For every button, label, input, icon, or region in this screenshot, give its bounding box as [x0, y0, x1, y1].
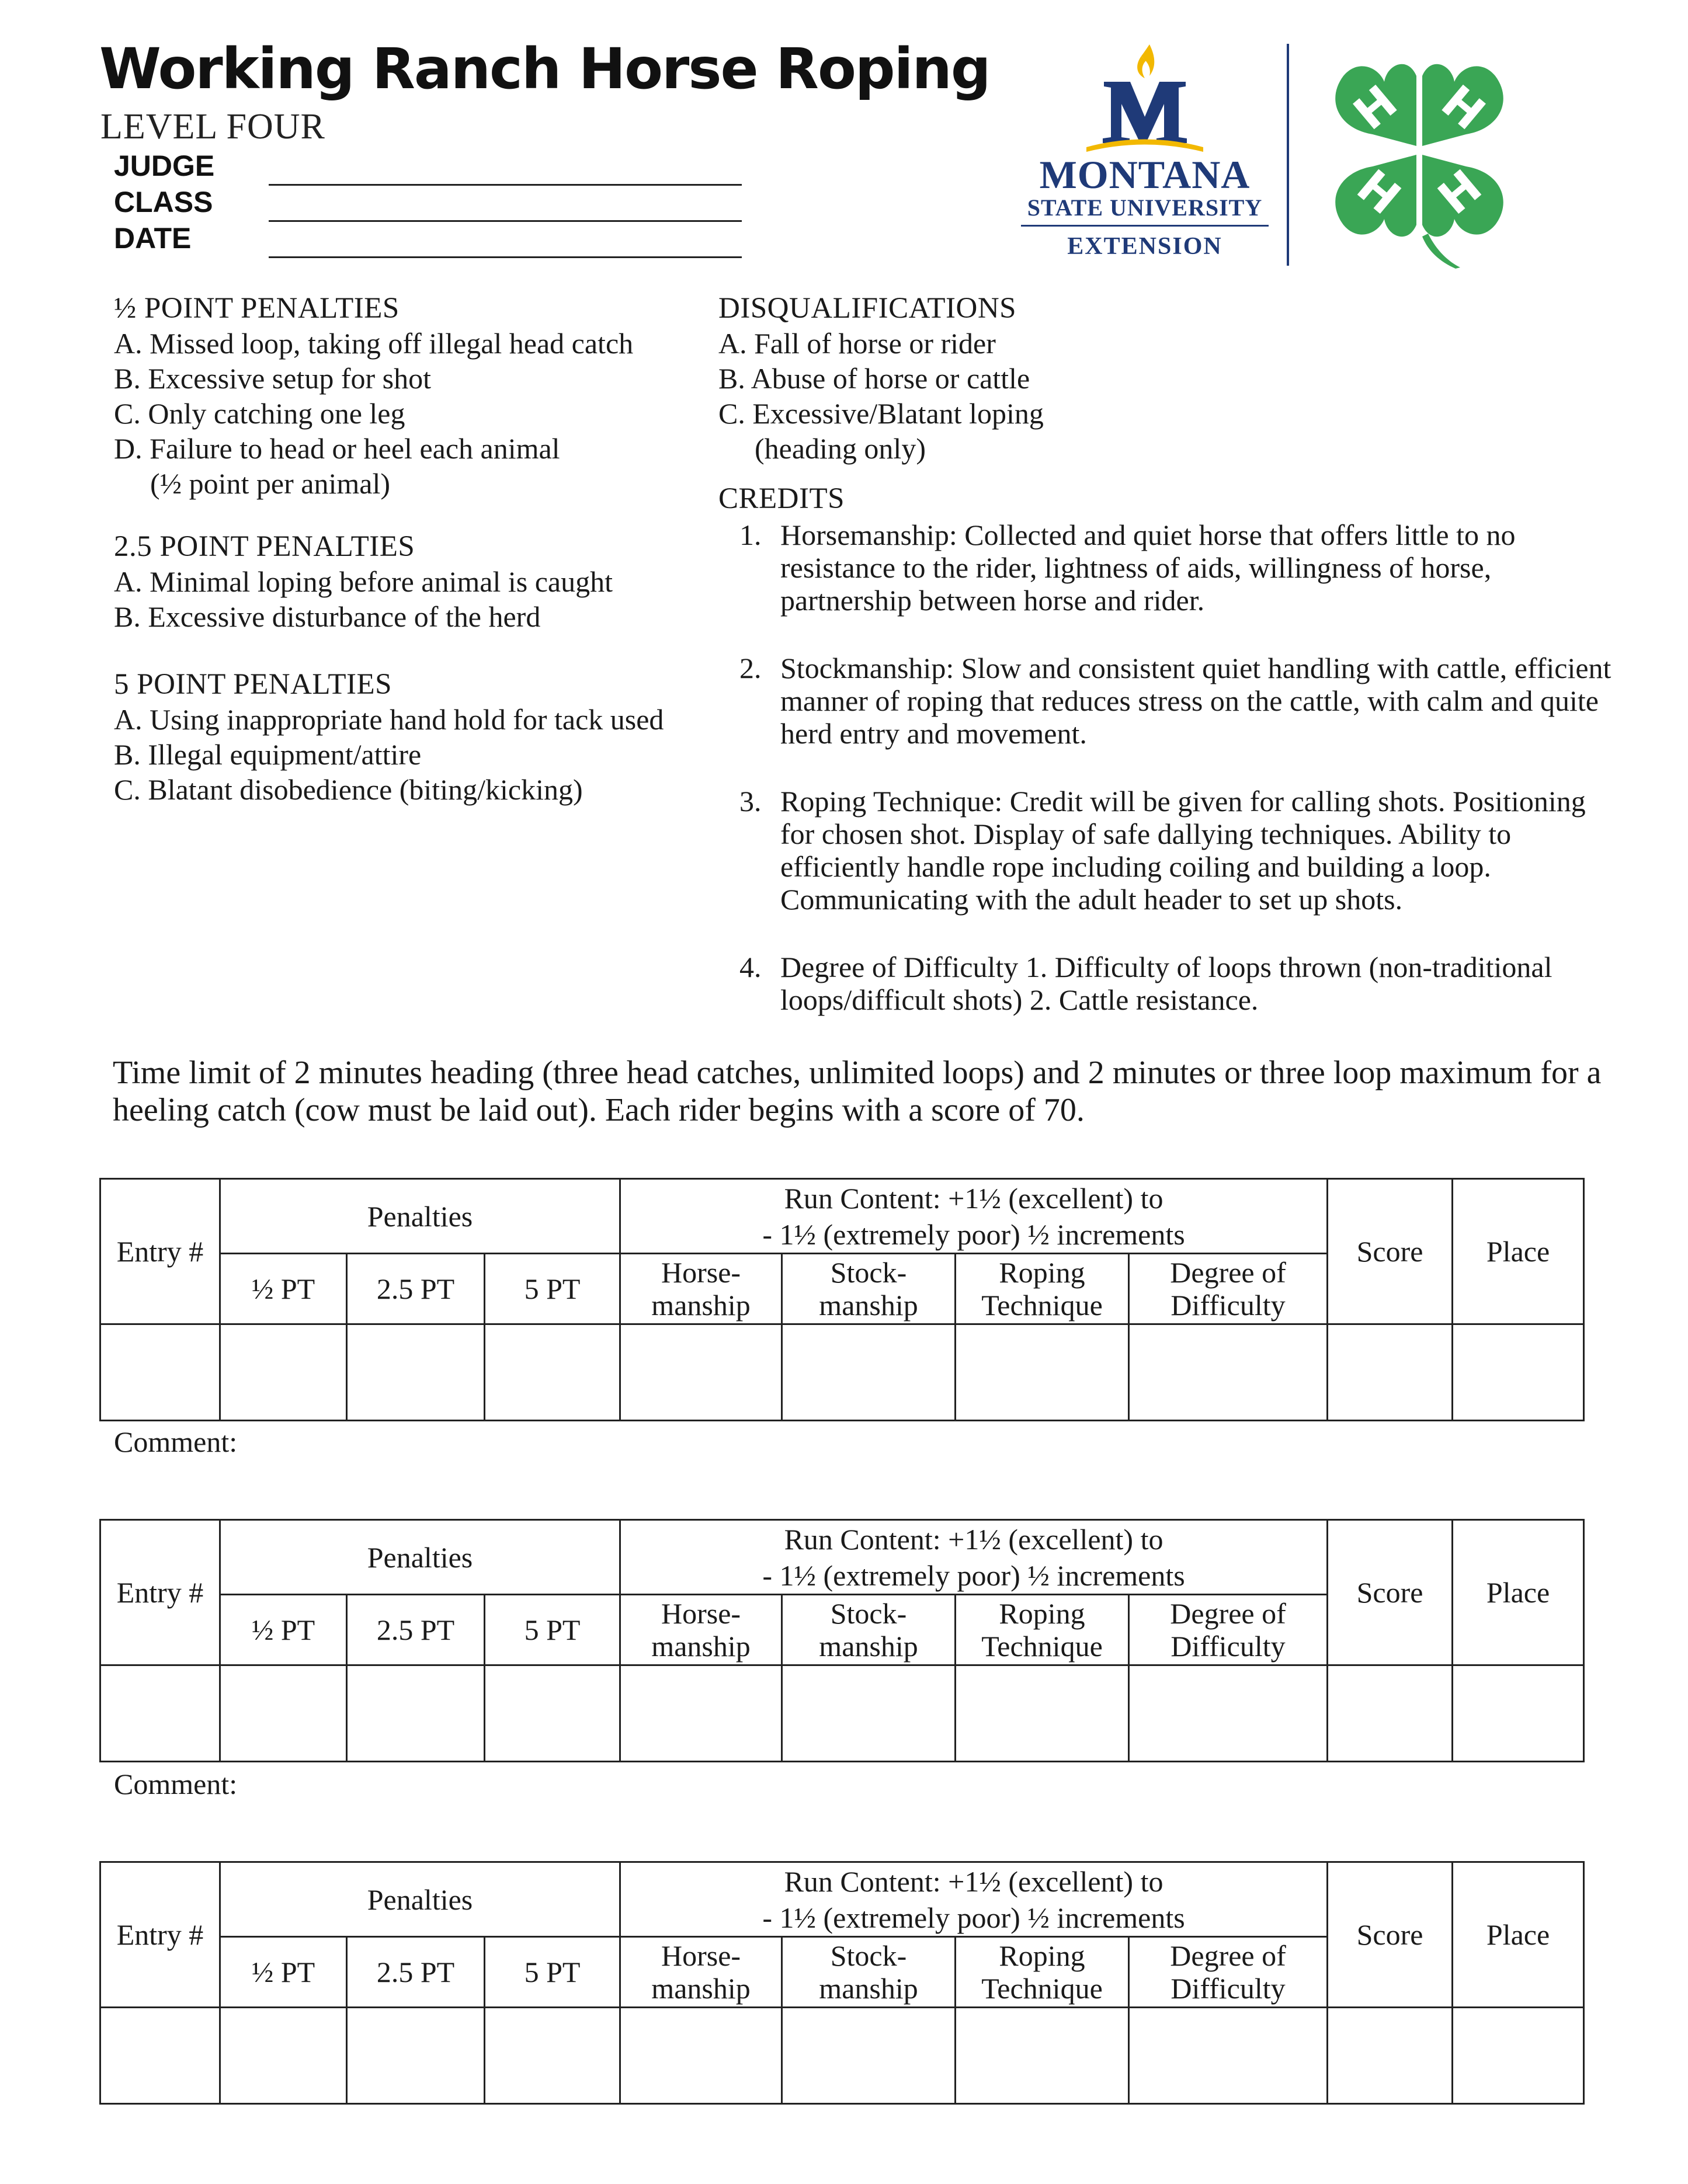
- stockmanship-cell[interactable]: [782, 1665, 956, 1762]
- run-content-line1: Run Content: +1½ (excellent) to: [784, 1181, 1163, 1215]
- roping-technique-header: [956, 1595, 1129, 1665]
- score-table: [99, 1519, 1585, 1762]
- degree-difficulty-header: [1129, 1595, 1328, 1665]
- run-content-line1: Run Content: +1½ (excellent) to: [784, 1865, 1163, 1898]
- clover-letter-tr: H: [1431, 75, 1495, 141]
- judge-label: JUDGE: [114, 149, 215, 182]
- roping-technique-header: [956, 1254, 1129, 1324]
- header-part: Technique: [981, 1630, 1103, 1663]
- score-cell[interactable]: [1328, 2008, 1453, 2104]
- half-point-heading: ½ POINT PENALTIES: [114, 292, 400, 325]
- class-label: CLASS: [114, 186, 213, 218]
- header-part: manship: [651, 1630, 751, 1663]
- degree-difficulty-header: [1129, 1937, 1328, 2008]
- place-header: Place: [1453, 1862, 1584, 2008]
- header-part: Degree of: [1170, 1256, 1286, 1289]
- score-header: Score: [1328, 1862, 1453, 2008]
- five-pt-cell[interactable]: [485, 2008, 620, 2104]
- penalty-note: (½ point per animal): [150, 467, 390, 500]
- credit-text: Horsemanship: Collected and quiet horse that offers little to no resistance to the rider, lightness of aids, willingness of horse, partnership between horse and rider.: [780, 519, 1516, 617]
- credit-item: [718, 785, 1618, 916]
- horsemanship-header: [620, 1254, 782, 1324]
- run-content-line1: Run Content: +1½ (excellent) to: [784, 1522, 1163, 1556]
- half-pt-header: ½ PT: [220, 1254, 347, 1324]
- two-five-pt-header: 2.5 PT: [347, 1937, 485, 2008]
- msu-m-mark-icon: [1016, 41, 1273, 152]
- header-part: Technique: [981, 1972, 1103, 2005]
- entry-cell[interactable]: [100, 2008, 220, 2104]
- degree-difficulty-cell[interactable]: [1129, 1324, 1328, 1421]
- clover-letter-br: H: [1429, 160, 1492, 225]
- header-part: manship: [651, 1289, 751, 1321]
- place-cell[interactable]: [1453, 1324, 1584, 1421]
- run-content-line2: - 1½ (extremely poor) ½ increments: [762, 1559, 1185, 1592]
- credits-list: [718, 519, 1618, 1051]
- page-title: Working Ranch Horse Roping: [99, 36, 990, 102]
- penalty-item: B. Illegal equipment/attire: [114, 738, 422, 771]
- disqualification-note: (heading only): [755, 432, 926, 465]
- disqualification-item: B. Abuse of horse or cattle: [718, 362, 1030, 395]
- four-h-clover-icon: [1308, 41, 1530, 269]
- degree-difficulty-cell[interactable]: [1129, 2008, 1328, 2104]
- stockmanship-header: [782, 1937, 956, 2008]
- credit-item: [718, 951, 1618, 1016]
- roping-technique-cell[interactable]: [956, 2008, 1129, 2104]
- credit-item: [718, 519, 1618, 617]
- credits-heading: [718, 481, 845, 516]
- penalty-item: A. Minimal loping before animal is caught: [114, 565, 613, 598]
- run-content-header: [620, 1520, 1328, 1595]
- run-content-line2: - 1½ (extremely poor) ½ increments: [762, 1901, 1185, 1934]
- header-part: Horse-: [661, 1256, 741, 1289]
- penalty-item: C. Only catching one leg: [114, 397, 405, 430]
- five-pt-header: 5 PT: [485, 1254, 620, 1324]
- half-pt-cell[interactable]: [220, 1324, 347, 1421]
- half-pt-cell[interactable]: [220, 1665, 347, 1762]
- msu-logo-rule: [1021, 225, 1269, 227]
- msu-logo-line3: EXTENSION: [1067, 233, 1222, 260]
- horsemanship-cell[interactable]: [620, 1665, 782, 1762]
- penalties-header: Penalties: [220, 1862, 620, 1937]
- header-part: Stock-: [830, 1597, 907, 1630]
- two-five-pt-header: 2.5 PT: [347, 1254, 485, 1324]
- horsemanship-header: [620, 1595, 782, 1665]
- credit-number: 4.: [739, 951, 762, 983]
- score-cell[interactable]: [1328, 1665, 1453, 1762]
- penalty-item: A. Missed loop, taking off illegal head catch: [114, 327, 634, 360]
- level-subtitle: LEVEL FOUR: [100, 107, 325, 147]
- score-table: [99, 1861, 1585, 2105]
- run-content-line2: - 1½ (extremely poor) ½ increments: [762, 1218, 1185, 1251]
- logo-divider: [1287, 44, 1289, 266]
- penalties-header: Penalties: [220, 1520, 620, 1595]
- header-part: manship: [819, 1630, 918, 1663]
- two-five-point-heading: 2.5 POINT PENALTIES: [114, 530, 415, 563]
- five-point-heading: 5 POINT PENALTIES: [114, 668, 393, 701]
- score-table: [99, 1178, 1585, 1421]
- two-five-pt-cell[interactable]: [347, 1665, 485, 1762]
- credit-text: Roping Technique: Credit will be given for calling shots. Positioning for chosen shot. Display of safe dallying techniques. Ability to efficiently handle rope including coiling and building a loop. Communicating with the adult header to set up shots.: [780, 785, 1586, 916]
- half-pt-cell[interactable]: [220, 2008, 347, 2104]
- entry-header: Entry #: [100, 1179, 220, 1324]
- five-pt-header: 5 PT: [485, 1595, 620, 1665]
- penalty-item: A. Using inappropriate hand hold for tack used: [114, 703, 664, 736]
- roping-technique-cell[interactable]: [956, 1324, 1129, 1421]
- msu-extension-logo: [1016, 41, 1273, 269]
- comment-label: Comment:: [114, 1425, 238, 1458]
- header-part: Degree of: [1170, 1939, 1286, 1972]
- place-header: Place: [1453, 1520, 1584, 1665]
- class-field[interactable]: [269, 220, 742, 222]
- roping-technique-cell[interactable]: [956, 1665, 1129, 1762]
- five-pt-cell[interactable]: [485, 1324, 620, 1421]
- entry-cell[interactable]: [100, 1324, 220, 1421]
- entry-cell[interactable]: [100, 1665, 220, 1762]
- horsemanship-cell[interactable]: [620, 2008, 782, 2104]
- roping-technique-header: [956, 1937, 1129, 2008]
- place-cell[interactable]: [1453, 1665, 1584, 1762]
- credit-text: Stockmanship: Slow and consistent quiet handling with cattle, efficient manner of roping that reduces stress on the cattle, with calm and quite herd entry and movement.: [780, 652, 1611, 750]
- penalty-item: B. Excessive disturbance of the herd: [114, 600, 541, 633]
- penalty-item: B. Excessive setup for shot: [114, 362, 431, 395]
- header-part: manship: [819, 1289, 918, 1321]
- date-label: DATE: [114, 222, 192, 255]
- header-part: Difficulty: [1171, 1630, 1286, 1663]
- score-header: Score: [1328, 1179, 1453, 1324]
- entry-header: Entry #: [100, 1862, 220, 2008]
- score-cell[interactable]: [1328, 1324, 1453, 1421]
- header-part: Difficulty: [1171, 1972, 1286, 2005]
- place-cell[interactable]: [1453, 2008, 1584, 2104]
- credit-text: Degree of Difficulty 1. Difficulty of loops thrown (non-traditional loops/difficult shots) 2. Cattle resistance.: [780, 951, 1552, 1016]
- two-five-point-penalties: [114, 529, 613, 634]
- header-part: Stock-: [830, 1256, 907, 1289]
- judge-field[interactable]: [269, 184, 742, 186]
- penalty-item: C. Blatant disobedience (biting/kicking): [114, 773, 583, 806]
- score-header: Score: [1328, 1520, 1453, 1665]
- four-h-clover-logo: [1308, 41, 1530, 269]
- five-pt-header: 5 PT: [485, 1937, 620, 2008]
- time-limit-text: Time limit of 2 minutes heading (three head catches, unlimited loops) and 2 minutes or three loop maximum for a heeling catch (cow must be laid out). Each rider begins with a score of 70.: [113, 1055, 1602, 1128]
- header-part: Roping: [999, 1939, 1085, 1972]
- disqualification-item: A. Fall of horse or rider: [718, 327, 996, 360]
- horsemanship-cell[interactable]: [620, 1324, 782, 1421]
- two-five-pt-cell[interactable]: [347, 2008, 485, 2104]
- credit-item: [718, 652, 1618, 750]
- header-part: manship: [651, 1972, 751, 2005]
- clover-letter-tl: H: [1344, 75, 1408, 141]
- msu-logo-line1: MONTANA: [1039, 152, 1251, 197]
- stockmanship-header: [782, 1254, 956, 1324]
- penalty-item: D. Failure to head or heel each animal: [114, 432, 560, 465]
- credit-number: 1.: [739, 519, 762, 551]
- header-part: Roping: [999, 1597, 1085, 1630]
- header-part: Degree of: [1170, 1597, 1286, 1630]
- degree-difficulty-header: [1129, 1254, 1328, 1324]
- run-content-header: [620, 1179, 1328, 1254]
- stockmanship-cell[interactable]: [782, 2008, 956, 2104]
- header-part: Stock-: [830, 1939, 907, 1972]
- header-part: manship: [819, 1972, 918, 2005]
- half-pt-header: ½ PT: [220, 1595, 347, 1665]
- header-part: Roping: [999, 1256, 1085, 1289]
- stockmanship-cell[interactable]: [782, 1324, 956, 1421]
- credit-number: 2.: [739, 652, 762, 684]
- date-field[interactable]: [269, 256, 742, 258]
- comment-label: Comment:: [114, 1768, 238, 1800]
- five-point-penalties: [114, 667, 664, 807]
- two-five-pt-cell[interactable]: [347, 1324, 485, 1421]
- five-pt-cell[interactable]: [485, 1665, 620, 1762]
- two-five-pt-header: 2.5 PT: [347, 1595, 485, 1665]
- disqualifications-heading: DISQUALIFICATIONS: [718, 292, 1017, 325]
- disqualification-item: C. Excessive/Blatant loping: [718, 397, 1044, 430]
- msu-logo-line2: STATE UNIVERSITY: [1027, 194, 1263, 221]
- clover-letter-bl: H: [1346, 160, 1410, 225]
- degree-difficulty-cell[interactable]: [1129, 1665, 1328, 1762]
- place-header: Place: [1453, 1179, 1584, 1324]
- header-part: Horse-: [661, 1597, 741, 1630]
- credits-heading-text: CREDITS: [718, 482, 845, 515]
- header-part: Difficulty: [1171, 1289, 1286, 1321]
- penalties-header: Penalties: [220, 1179, 620, 1254]
- horsemanship-header: [620, 1937, 782, 2008]
- header-part: Technique: [981, 1289, 1103, 1321]
- disqualifications: [718, 291, 1044, 466]
- stockmanship-header: [782, 1595, 956, 1665]
- credit-number: 3.: [739, 785, 762, 818]
- header-part: Horse-: [661, 1939, 741, 1972]
- run-content-header: [620, 1862, 1328, 1937]
- half-pt-header: ½ PT: [220, 1937, 347, 2008]
- entry-header: Entry #: [100, 1520, 220, 1665]
- half-point-penalties: [114, 291, 633, 501]
